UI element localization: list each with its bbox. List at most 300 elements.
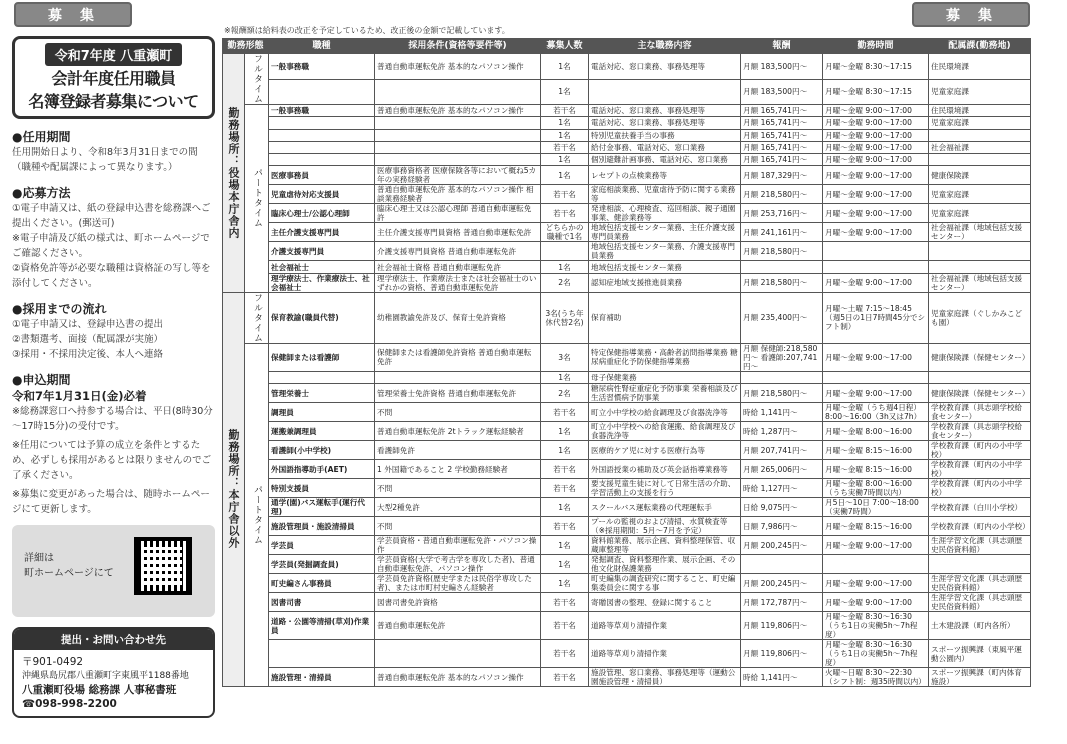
headcount: どちらかの職種で1名 <box>541 223 589 242</box>
headcount: 1名 <box>541 54 589 80</box>
job-title: 児童虐待対応支援員 <box>269 185 375 204</box>
requirements: 学芸員免許資格(歴史学または民俗学専攻した者)、または市町村史編さん経験者 <box>375 574 541 593</box>
headcount: 1名 <box>541 574 589 593</box>
duties: 糖尿病性腎症重症化予防事業 栄養相談及び生活習慣病予防事業 <box>589 384 741 403</box>
headcount: 若干名 <box>541 460 589 479</box>
job-title: 道路・公園等清掃(草刈)作業員 <box>269 612 375 640</box>
headcount: 1名 <box>541 166 589 185</box>
recruit-tab-left: 募集 <box>14 2 132 27</box>
salary: 月額 165,741円～ <box>741 117 823 129</box>
requirements: 保健師または看護師免許資格 普通自動車運転免許 <box>375 343 541 371</box>
department: 児童家庭課 <box>929 79 1031 105</box>
headcount: 若干名 <box>541 204 589 223</box>
duties: 個別避難計画事務、電話対応、窓口業務 <box>589 154 741 166</box>
job-title: 外国語指導助手(AET) <box>269 460 375 479</box>
column-header: 募集人数 <box>541 39 589 54</box>
requirements <box>375 154 541 166</box>
salary: 月額 218,580円～ <box>741 273 823 292</box>
salary: 月額 165,741円～ <box>741 141 823 153</box>
hours: 月曜～金曜 9:00～17:00 <box>823 223 929 242</box>
hours: 月曜～金曜 8:30～16:30（うち1日の実働5h～7h程度） <box>823 612 929 640</box>
job-title <box>269 640 375 668</box>
requirements <box>375 371 541 383</box>
job-title: 町史編さん事務員 <box>269 574 375 593</box>
column-header: 勤務形態 <box>223 39 269 54</box>
salary: 月額 165,741円～ <box>741 129 823 141</box>
headcount: 若干名 <box>541 593 589 612</box>
duties: 施設管理、窓口業務、事務処理等（運動公園施設管理・清掃員） <box>589 668 741 687</box>
requirements: 1 外国籍であること 2 学校勤務経験者 <box>375 460 541 479</box>
deadline-heading: ●申込期間 <box>12 373 71 387</box>
hours: 月曜～金曜 9:00～17:00 <box>823 574 929 593</box>
table-row <box>223 223 1031 242</box>
requirements: 普通自動車運転免許 基本的なパソコン操作 <box>375 668 541 687</box>
qr-code[interactable] <box>134 537 192 595</box>
job-title: 社会福祉士 <box>269 261 375 273</box>
salary: 月額 172,787円～ <box>741 593 823 612</box>
requirements: 主任介護支援専門員資格 普通自動車運転免許 <box>375 223 541 242</box>
department <box>929 242 1031 261</box>
department: 学校教育課（町内の小中学校） <box>929 479 1031 498</box>
salary: 時給 1,141円～ <box>741 403 823 422</box>
title-line2: 名簿登録者募集について <box>28 92 199 111</box>
table-row <box>223 574 1031 593</box>
qr-box <box>12 525 215 617</box>
column-header: 勤務時間 <box>823 39 929 54</box>
duties: 給付金事務、電話対応、窓口業務 <box>589 141 741 153</box>
duties: 発達相談、心理検査、巡回相談、親子通園事業、健診業務等 <box>589 204 741 223</box>
duties: 資料館業務、展示企画、資料整理保管、収蔵庫整理等 <box>589 536 741 555</box>
hours: 月曜～金曜 8:30～17:15 <box>823 54 929 80</box>
duties: 保育補助 <box>589 292 741 343</box>
qr-text-2: 町ホームページにて <box>24 568 114 579</box>
contact-heading: 提出・お問い合わせ先 <box>14 629 213 650</box>
hours <box>823 555 929 574</box>
duties: 町史編集の調査研究に関すること、町史編集委員会に関する事 <box>589 574 741 593</box>
salary: 時給 1,127円～ <box>741 479 823 498</box>
hours <box>823 371 929 383</box>
requirements: 不問 <box>375 403 541 422</box>
qr-text-1: 詳細は <box>24 553 54 564</box>
department <box>929 154 1031 166</box>
department: 社会福祉課 <box>929 141 1031 153</box>
hours: 月曜～金曜 9:00～17:00 <box>823 154 929 166</box>
duties: 特定保健指導業務・高齢者訪問指導業務 糖尿病重症化予防保健指導業務 <box>589 343 741 371</box>
salary: 月額 183,500円～ <box>741 54 823 80</box>
requirements: 臨床心理士又は公認心理師 普通自動車運転免許 <box>375 204 541 223</box>
column-header: 報酬 <box>741 39 823 54</box>
job-title: 学芸員 <box>269 536 375 555</box>
duties: 寄贈図書の整理、登録に関すること <box>589 593 741 612</box>
duties: 地域包括支援センター業務、主任介護支援専門員業務 <box>589 223 741 242</box>
job-title: 理学療法士、作業療法士、社会福祉士 <box>269 273 375 292</box>
duties: 電話対応、窓口業務、事務処理等 <box>589 54 741 80</box>
headcount: 1名 <box>541 555 589 574</box>
job-title <box>269 154 375 166</box>
salary: 月額 200,245円～ <box>741 536 823 555</box>
headcount: 1名 <box>541 154 589 166</box>
column-header: 主な職務内容 <box>589 39 741 54</box>
duties <box>589 79 741 105</box>
headcount: 1名 <box>541 129 589 141</box>
table-row <box>223 343 1031 371</box>
group-label-outside: 勤務場所：本庁舎以外 <box>223 292 245 686</box>
duties: 地域包括支援センター業務、介護支援専門員業務 <box>589 242 741 261</box>
duties: 家庭相談業務、児童虐待予防に関する業務等 <box>589 185 741 204</box>
table-row <box>223 371 1031 383</box>
department: 児童家庭課 <box>929 117 1031 129</box>
salary: 月額 241,161円～ <box>741 223 823 242</box>
hours: 月曜～金曜 9:00～17:00 <box>823 185 929 204</box>
department: 学校教育課（町内の小中学校） <box>929 441 1031 460</box>
department <box>929 261 1031 273</box>
period-text: 任用開始日より、令和8年3月31日までの間（職種や配属課によって異なります。） <box>12 147 198 173</box>
salary <box>741 371 823 383</box>
hours: 月曜～金曜（うち週4日程）8:00～16:00（3h又は7h） <box>823 403 929 422</box>
department: 生涯学習文化課（具志頭歴史民俗資料館） <box>929 593 1031 612</box>
table-row <box>223 479 1031 498</box>
hours: 月5日～10日 7:00～18:00（実働7時間） <box>823 498 929 517</box>
headcount: 2名 <box>541 273 589 292</box>
hours: 月曜～金曜 8:30～17:15 <box>823 79 929 105</box>
salary: 時給 1,141円～ <box>741 668 823 687</box>
work-type: フルタイム <box>245 54 269 105</box>
title-box <box>12 36 215 119</box>
salary: 月額 187,329円～ <box>741 166 823 185</box>
department: 児童家庭課 <box>929 204 1031 223</box>
department: 学校教育課（具志頭学校給食センター） <box>929 403 1031 422</box>
hours: 月曜～金曜 9:00～17:00 <box>823 166 929 185</box>
department: 社会福祉課（地域包括支援センター） <box>929 223 1031 242</box>
hours: 月曜～金曜 8:00～16:00 <box>823 422 929 441</box>
department: 児童家庭課 <box>929 185 1031 204</box>
apply-2: ※電子申請及び紙の様式は、町ホームページでご確認ください。 <box>12 233 210 259</box>
salary: 月額 200,245円～ <box>741 574 823 593</box>
requirements <box>375 129 541 141</box>
contact-zip: 〒901-0492 <box>22 656 84 668</box>
duties: レセプトの点検業務等 <box>589 166 741 185</box>
table-row <box>223 640 1031 668</box>
table-row <box>223 79 1031 105</box>
department: 生涯学習文化課（具志頭歴史民俗資料館） <box>929 574 1031 593</box>
job-title: 介護支援専門員 <box>269 242 375 261</box>
recruit-tab-right: 募集 <box>912 2 1030 27</box>
table-row <box>223 612 1031 640</box>
hours: 月曜～金曜 8:00～16:00（うち実働7時間以内） <box>823 479 929 498</box>
job-title: 通学(園)バス運転手(運行代理) <box>269 498 375 517</box>
headcount: 2名 <box>541 384 589 403</box>
duties: 道路等草刈り清掃作業 <box>589 612 741 640</box>
requirements <box>375 117 541 129</box>
hours: 月曜～金曜 9:00～17:00 <box>823 141 929 153</box>
headcount: 若干名 <box>541 640 589 668</box>
requirements: 学芸員資格(大学で考古学を専攻した者)、普通自動車運転免許、パソコン操作 <box>375 555 541 574</box>
hours <box>823 261 929 273</box>
job-title: 主任介護支援専門員 <box>269 223 375 242</box>
duties: 町立小中学校への給食運搬、給食調理及び食器洗浄等 <box>589 422 741 441</box>
requirements: 幼稚園教諭免許及び、保育士免許資格 <box>375 292 541 343</box>
department: 学校教育課（町内の小中学校） <box>929 460 1031 479</box>
job-title: 医療事務員 <box>269 166 375 185</box>
headcount: 1名 <box>541 117 589 129</box>
requirements: 不問 <box>375 479 541 498</box>
headcount: 3名 <box>541 343 589 371</box>
requirements: 医療事務資格者 医療保険各等において概ね5カ年の実務経験者 <box>375 166 541 185</box>
table-row <box>223 129 1031 141</box>
salary: 月額 253,716円～ <box>741 204 823 223</box>
job-title <box>269 371 375 383</box>
salary: 月額 119,806円～ <box>741 640 823 668</box>
duties: 発掘調査、資料整理作業、展示企画、その他文化財保護業務 <box>589 555 741 574</box>
department: 生涯学習文化課（具志頭歴史民俗資料館） <box>929 536 1031 555</box>
hours: 月曜～金曜 9:00～17:00 <box>823 117 929 129</box>
salary: 時給 1,287円～ <box>741 422 823 441</box>
flow-3: ③採用・不採用決定後、本人へ連絡 <box>12 349 164 360</box>
requirements: 大型2種免許 <box>375 498 541 517</box>
note-update: ※募集に変更があった場合は、随時ホームページにて更新します。 <box>12 489 210 515</box>
table-row <box>223 105 1031 117</box>
salary: 月額 保健師:218,580円～ 看護師:207,741円～ <box>741 343 823 371</box>
headcount: 1名 <box>541 498 589 517</box>
salary <box>741 261 823 273</box>
hours: 月曜～金曜 8:15～16:00 <box>823 441 929 460</box>
job-title: 管理栄養士 <box>269 384 375 403</box>
work-type: フルタイム <box>245 292 269 343</box>
job-title: 特別支援員 <box>269 479 375 498</box>
department: 社会福祉課（地域包括支援センター） <box>929 273 1031 292</box>
flow-2: ②書類選考、面接（配属課が実施） <box>12 334 164 345</box>
table-row <box>223 261 1031 273</box>
hours <box>823 242 929 261</box>
headcount: 若干名 <box>541 141 589 153</box>
table-row <box>223 384 1031 403</box>
table-row <box>223 141 1031 153</box>
headcount: 3名(うち年休代替2名) <box>541 292 589 343</box>
period-heading: ●任用期間 <box>12 130 71 144</box>
headcount: 1名 <box>541 79 589 105</box>
table-row <box>223 593 1031 612</box>
requirements <box>375 141 541 153</box>
table-row <box>223 517 1031 536</box>
table-row <box>223 441 1031 460</box>
table-row <box>223 154 1031 166</box>
salary: 月額 183,500円～ <box>741 79 823 105</box>
duties: 特別児童扶養手当の事務 <box>589 129 741 141</box>
job-title <box>269 141 375 153</box>
job-title: 保健師または看護師 <box>269 343 375 371</box>
headcount: 若干名 <box>541 105 589 117</box>
deadline-note: ※総務課窓口へ持参する場合は、平日(8時30分～17時15分)の受付です。 <box>12 406 213 432</box>
job-title: 図書司書 <box>269 593 375 612</box>
table-row <box>223 555 1031 574</box>
headcount: 若干名 <box>541 479 589 498</box>
job-title: 保育教諭(職員代替) <box>269 292 375 343</box>
table-row <box>223 422 1031 441</box>
department: 学校教育課（具志頭学校給食センター） <box>929 422 1031 441</box>
department: 健康保険課（保健センター） <box>929 384 1031 403</box>
duties: 道路等草刈り清掃作業 <box>589 640 741 668</box>
department <box>929 129 1031 141</box>
apply-3: ②資格免許等が必要な職種は資格証の写し等を添付してください。 <box>12 263 211 289</box>
headcount: 若干名 <box>541 185 589 204</box>
table-row <box>223 460 1031 479</box>
salary: 月額 218,580円～ <box>741 384 823 403</box>
job-title: 一般事務職 <box>269 54 375 80</box>
title-line1: 会計年度任用職員 <box>51 69 176 88</box>
headcount <box>541 242 589 261</box>
salary <box>741 555 823 574</box>
table-header-row <box>223 39 1031 54</box>
salary-note: ※報酬額は給料表の改正を予定しているため、改正後の金額で記載しています。 <box>224 26 510 35</box>
headcount: 1名 <box>541 261 589 273</box>
department: 学校教育課（町内の小学校） <box>929 517 1031 536</box>
table-row <box>223 204 1031 223</box>
department: スポーツ振興課（東風平運動公園内） <box>929 640 1031 668</box>
hours: 月曜～金曜 9:00～17:00 <box>823 384 929 403</box>
table-row <box>223 273 1031 292</box>
headcount: 1名 <box>541 371 589 383</box>
job-title: 臨床心理士/公認心理師 <box>269 204 375 223</box>
hours: 月曜～金曜 8:15～16:00 <box>823 460 929 479</box>
hours: 月曜～土曜 7:15～18:45（週5日の1日7時間45分でシフト制） <box>823 292 929 343</box>
department: 学校教育課（白川小学校） <box>929 498 1031 517</box>
work-type: パートタイム <box>245 105 269 293</box>
table-row <box>223 498 1031 517</box>
salary: 月額 207,741円～ <box>741 441 823 460</box>
apply-1: ①電子申請又は、紙の登録申込書を総務課へご提出ください。(郵送可) <box>12 203 211 229</box>
requirements: 学芸員資格・普通自動車運転免許・パソコン操作 <box>375 536 541 555</box>
headcount: 若干名 <box>541 517 589 536</box>
contact-tel[interactable]: ☎098-998-2200 <box>22 698 117 710</box>
hours: 月曜～金曜 9:00～17:00 <box>823 129 929 141</box>
contact-address: 沖縄県島尻郡八重瀬町字東風平1188番地 <box>22 671 189 681</box>
headcount: 1名 <box>541 422 589 441</box>
department <box>929 371 1031 383</box>
salary: 月額 119,806円～ <box>741 612 823 640</box>
job-title: 調理員 <box>269 403 375 422</box>
department: スポーツ振興課（町内体育施設） <box>929 668 1031 687</box>
flow-1: ①電子申請又は、登録申込書の提出 <box>12 319 164 330</box>
salary: 月額 218,580円～ <box>741 185 823 204</box>
requirements: 看護師免許 <box>375 441 541 460</box>
hours: 月曜～金曜 9:00～17:00 <box>823 204 929 223</box>
job-title <box>269 79 375 105</box>
hours: 月曜～金曜 8:15～16:00 <box>823 517 929 536</box>
table-row <box>223 166 1031 185</box>
hours: 月曜～金曜 9:00～17:00 <box>823 273 929 292</box>
job-title: 施設管理・清掃員 <box>269 668 375 687</box>
requirements: 社会福祉士資格 普通自動車運転免許 <box>375 261 541 273</box>
salary: 日額 7,986円～ <box>741 517 823 536</box>
job-title: 学芸員(発掘調査員) <box>269 555 375 574</box>
job-title: 施設管理員・施設清掃員 <box>269 517 375 536</box>
headcount: 若干名 <box>541 668 589 687</box>
duties: 電話対応、窓口業務、事務処理等 <box>589 117 741 129</box>
requirements: 理学療法士、作業療法士または社会福祉士のいずれかの資格、普通自動車運転免許 <box>375 273 541 292</box>
requirements: 普通自動車運転免許 <box>375 612 541 640</box>
deadline-date: 令和7年1月31日(金)必着 <box>12 389 147 403</box>
note-budget: ※任用については予算の成立を条件とするため、必ずしも採用があるとは限りませんのでご了承ください。 <box>12 440 212 481</box>
table-row <box>223 292 1031 343</box>
column-header: 配属課(勤務地) <box>929 39 1031 54</box>
department: 住民環境課 <box>929 105 1031 117</box>
table-row <box>223 536 1031 555</box>
group-label-office: 勤務場所：役場本庁舎内 <box>223 54 245 293</box>
duties: 地域包括支援センター業務 <box>589 261 741 273</box>
department: 健康保険課（保健センター） <box>929 343 1031 371</box>
left-panel <box>12 36 215 718</box>
requirements: 不問 <box>375 517 541 536</box>
table-row <box>223 185 1031 204</box>
requirements: 普通自動車運転免許 基本的なパソコン操作 <box>375 54 541 80</box>
hours: 月曜～金曜 9:00～17:00 <box>823 593 929 612</box>
salary: 日給 9,075円～ <box>741 498 823 517</box>
table-row <box>223 117 1031 129</box>
contact-dept: 八重瀬町役場 総務課 人事秘書班 <box>22 684 177 696</box>
headcount: 1名 <box>541 536 589 555</box>
apply-heading: ●応募方法 <box>12 186 71 200</box>
duties: 外国語授業の補助及び英会話指導業務等 <box>589 460 741 479</box>
work-type: パートタイム <box>245 343 269 686</box>
duties: 母子保健業務 <box>589 371 741 383</box>
department: 土木建設課（町内各所） <box>929 612 1031 640</box>
salary: 月額 165,741円～ <box>741 154 823 166</box>
duties: 要支援児童生徒に対して日常生活の介助、学習活動上の支援を行う <box>589 479 741 498</box>
duties: 電話対応、窓口業務、事務処理等 <box>589 105 741 117</box>
department: 健康保険課 <box>929 166 1031 185</box>
duties: 医療的ケア児に対する医療行為等 <box>589 441 741 460</box>
department: 児童家庭課（ぐしかみこども園） <box>929 292 1031 343</box>
department <box>929 555 1031 574</box>
requirements: 介護支援専門員資格 普通自動車運転免許 <box>375 242 541 261</box>
table-row <box>223 242 1031 261</box>
salary: 月額 165,741円～ <box>741 105 823 117</box>
job-title <box>269 117 375 129</box>
salary: 月額 235,400円～ <box>741 292 823 343</box>
hours: 月曜～金曜 9:00～17:00 <box>823 536 929 555</box>
hours: 月曜～金曜 9:00～17:00 <box>823 105 929 117</box>
hours: 火曜～日曜 8:30～22:30（シフト制：週35時間以内） <box>823 668 929 687</box>
table-row <box>223 403 1031 422</box>
requirements: 図書司書免許資格 <box>375 593 541 612</box>
requirements <box>375 79 541 105</box>
requirements: 普通自動車運転免許 基本的なパソコン操作 相談業務経験者 <box>375 185 541 204</box>
table-row <box>223 54 1031 80</box>
headcount: 若干名 <box>541 403 589 422</box>
job-title: 一般事務職 <box>269 105 375 117</box>
duties: スクールバス運転業務の代理運転手 <box>589 498 741 517</box>
table-row <box>223 668 1031 687</box>
duties: 町立小中学校の給食調理及び食器洗浄等 <box>589 403 741 422</box>
requirements <box>375 640 541 668</box>
department: 住民環境課 <box>929 54 1031 80</box>
headcount: 1名 <box>541 441 589 460</box>
job-title: 運搬兼調理員 <box>269 422 375 441</box>
flow-heading: ●採用までの流れ <box>12 302 107 316</box>
column-header: 職種 <box>269 39 375 54</box>
salary: 月額 218,580円～ <box>741 242 823 261</box>
requirements: 管理栄養士免許資格 普通自動車運転免許 <box>375 384 541 403</box>
hours: 月曜～金曜 8:30～16:30（うち1日の実働5h～7h程度） <box>823 640 929 668</box>
recruitment-table <box>222 38 1031 687</box>
headcount: 若干名 <box>541 612 589 640</box>
salary: 月額 265,006円～ <box>741 460 823 479</box>
duties: プールの監視のおよび清掃、水質検査等（※採用期間：5月～7月を予定） <box>589 517 741 536</box>
title-year: 令和7年度 八重瀬町 <box>45 43 183 66</box>
column-header: 採用条件(資格等要件等) <box>375 39 541 54</box>
job-title: 看護師(小中学校) <box>269 441 375 460</box>
requirements: 普通自動車運転免許 基本的なパソコン操作 <box>375 105 541 117</box>
